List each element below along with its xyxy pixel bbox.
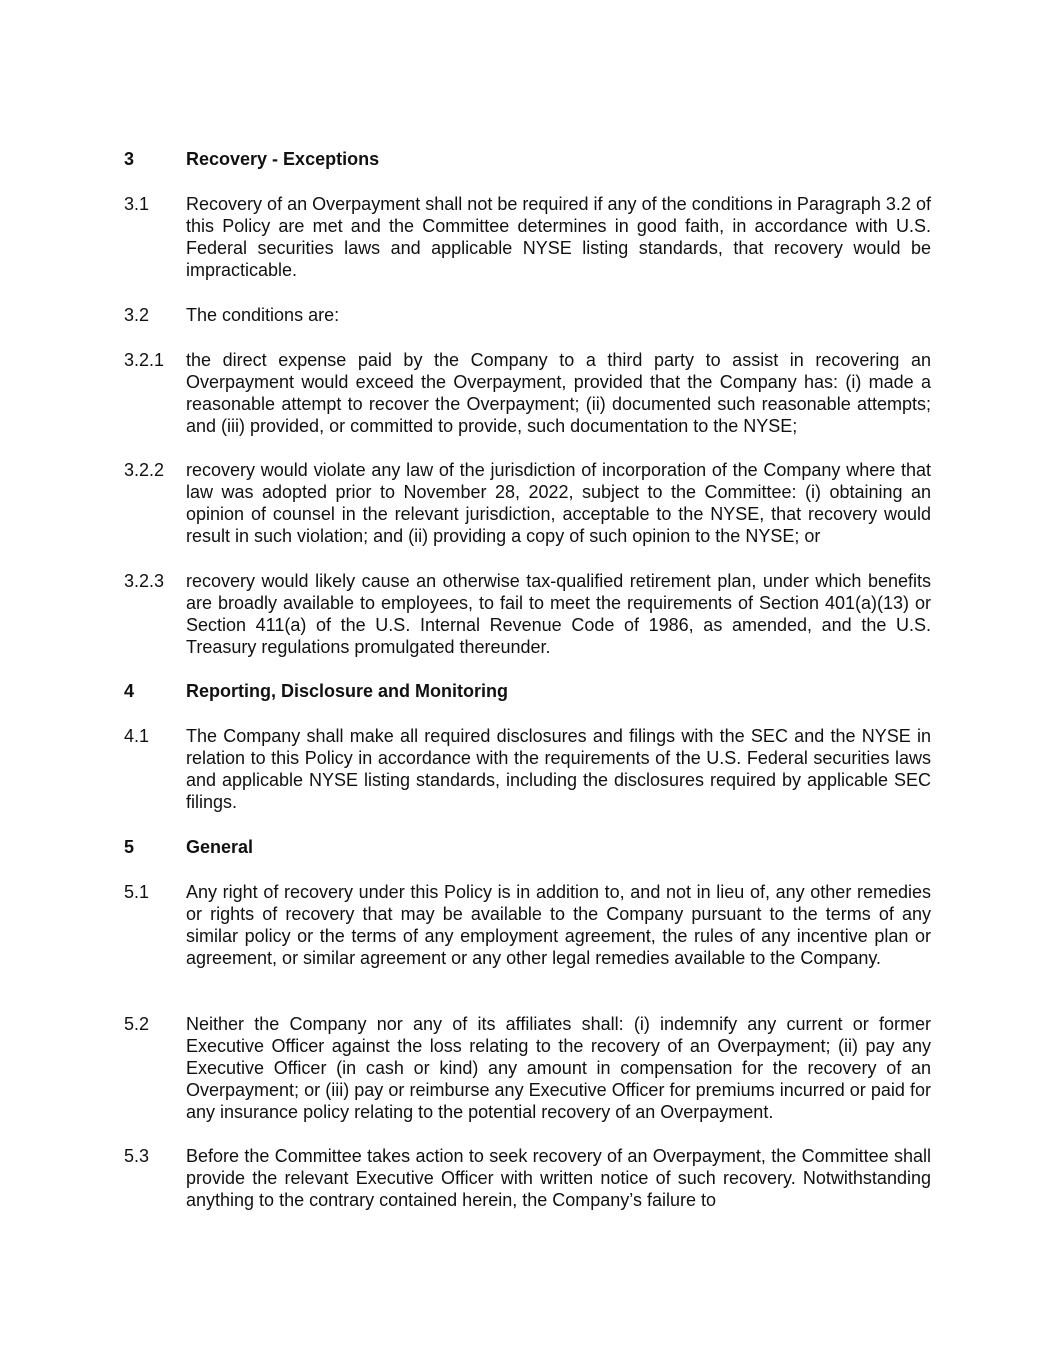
paragraph-number: 5.3 [124, 1146, 150, 1166]
paragraph-5-2 [124, 1013, 931, 1123]
paragraph-text: Recovery of an Overpayment shall not be required if any of the conditions in Paragraph 3.2 of this Policy are met and the Committee determines in good faith, in accordance with U.S. Federal securities laws and applicable NYSE listing standards, that recovery would be impracticable. [186, 194, 931, 280]
paragraph-text: the direct expense paid by the Company to a third party to assist in recovering an Overpayment would exceed the Overpayment, provided that the Company has: (i) made a reasonable attempt to recover the Overpayment; (ii) documented such reasonable attempts; and (iii) provided, or committed to provide, such documentation to the NYSE; [186, 350, 931, 436]
paragraph-text: The Company shall make all required disclosures and filings with the SEC and the NYSE in relation to this Policy in accordance with the requirements of the U.S. Federal securities laws and applicable NYSE listing standards, including the disclosures required by applicable SEC filings. [186, 726, 931, 812]
paragraph-5-1 [124, 881, 931, 969]
paragraph-3-2 [124, 304, 931, 326]
section-title: Recovery - Exceptions [186, 149, 380, 169]
paragraph-3-2-3 [124, 570, 931, 658]
paragraph-number: 3.2.3 [124, 571, 165, 591]
paragraph-number: 3.1 [124, 194, 150, 214]
paragraph-text: Neither the Company nor any of its affiliates shall: (i) indemnify any current or former Executive Officer against the loss relating to the recovery of an Overpayment; (ii) pay any Executive Officer (in cash or kind) any amount in compensation for the recovery of an Overpayment; or (iii) pay or reimburse any Executive Officer for premiums incurred or paid for any insurance policy relating to the potential recovery of an Overpayment. [186, 1014, 931, 1122]
section-heading-4 [124, 680, 931, 702]
paragraph-number: 3.2 [124, 305, 150, 325]
paragraph-number: 3.2.1 [124, 350, 165, 370]
paragraph-3-2-2 [124, 459, 931, 547]
section-number: 4 [124, 681, 135, 701]
paragraph-number: 4.1 [124, 726, 150, 746]
paragraph-text: recovery would violate any law of the jurisdiction of incorporation of the Company where that law was adopted prior to November 28, 2022, subject to the Committee: (i) obtaining an opinion of counsel in the relevant jurisdiction, acceptable to the NYSE, that recovery would result in such violation; and (ii) providing a copy of such opinion to the NYSE; or [186, 460, 931, 546]
section-title: Reporting, Disclosure and Monitoring [186, 681, 509, 701]
section-number: 3 [124, 149, 135, 169]
paragraph-4-1 [124, 725, 931, 813]
paragraph-text: Before the Committee takes action to seek recovery of an Overpayment, the Committee shall provide the relevant Executive Officer with written notice of such recovery. Notwithstanding anything to the contrary contained herein, the Company’s failure to [186, 1146, 931, 1210]
paragraph-text: recovery would likely cause an otherwise tax-qualified retirement plan, under which benefits are broadly available to employees, to fail to meet the requirements of Section 401(a)(13) or Section 411(a) of the U.S. Internal Revenue Code of 1986, as amended, and the U.S. Treasury regulations promulgated thereunder. [186, 571, 931, 657]
section-number: 5 [124, 837, 135, 857]
paragraph-number: 5.2 [124, 1014, 150, 1034]
paragraph-3-1 [124, 193, 931, 281]
paragraph-number: 3.2.2 [124, 460, 165, 480]
section-title: General [186, 837, 254, 857]
section-heading-5 [124, 836, 931, 858]
paragraph-3-2-1 [124, 349, 931, 437]
paragraph-5-3 [124, 1145, 931, 1211]
paragraph-text: Any right of recovery under this Policy is in addition to, and not in lieu of, any other remedies or rights of recovery that may be available to the Company pursuant to the terms of any similar policy or the terms of any employment agreement, the rules of any incentive plan or agreement, or similar agreement or any other legal remedies available to the Company. [186, 882, 931, 968]
paragraph-number: 5.1 [124, 882, 150, 902]
paragraph-text: The conditions are: [186, 305, 340, 325]
section-heading-3 [124, 148, 931, 170]
